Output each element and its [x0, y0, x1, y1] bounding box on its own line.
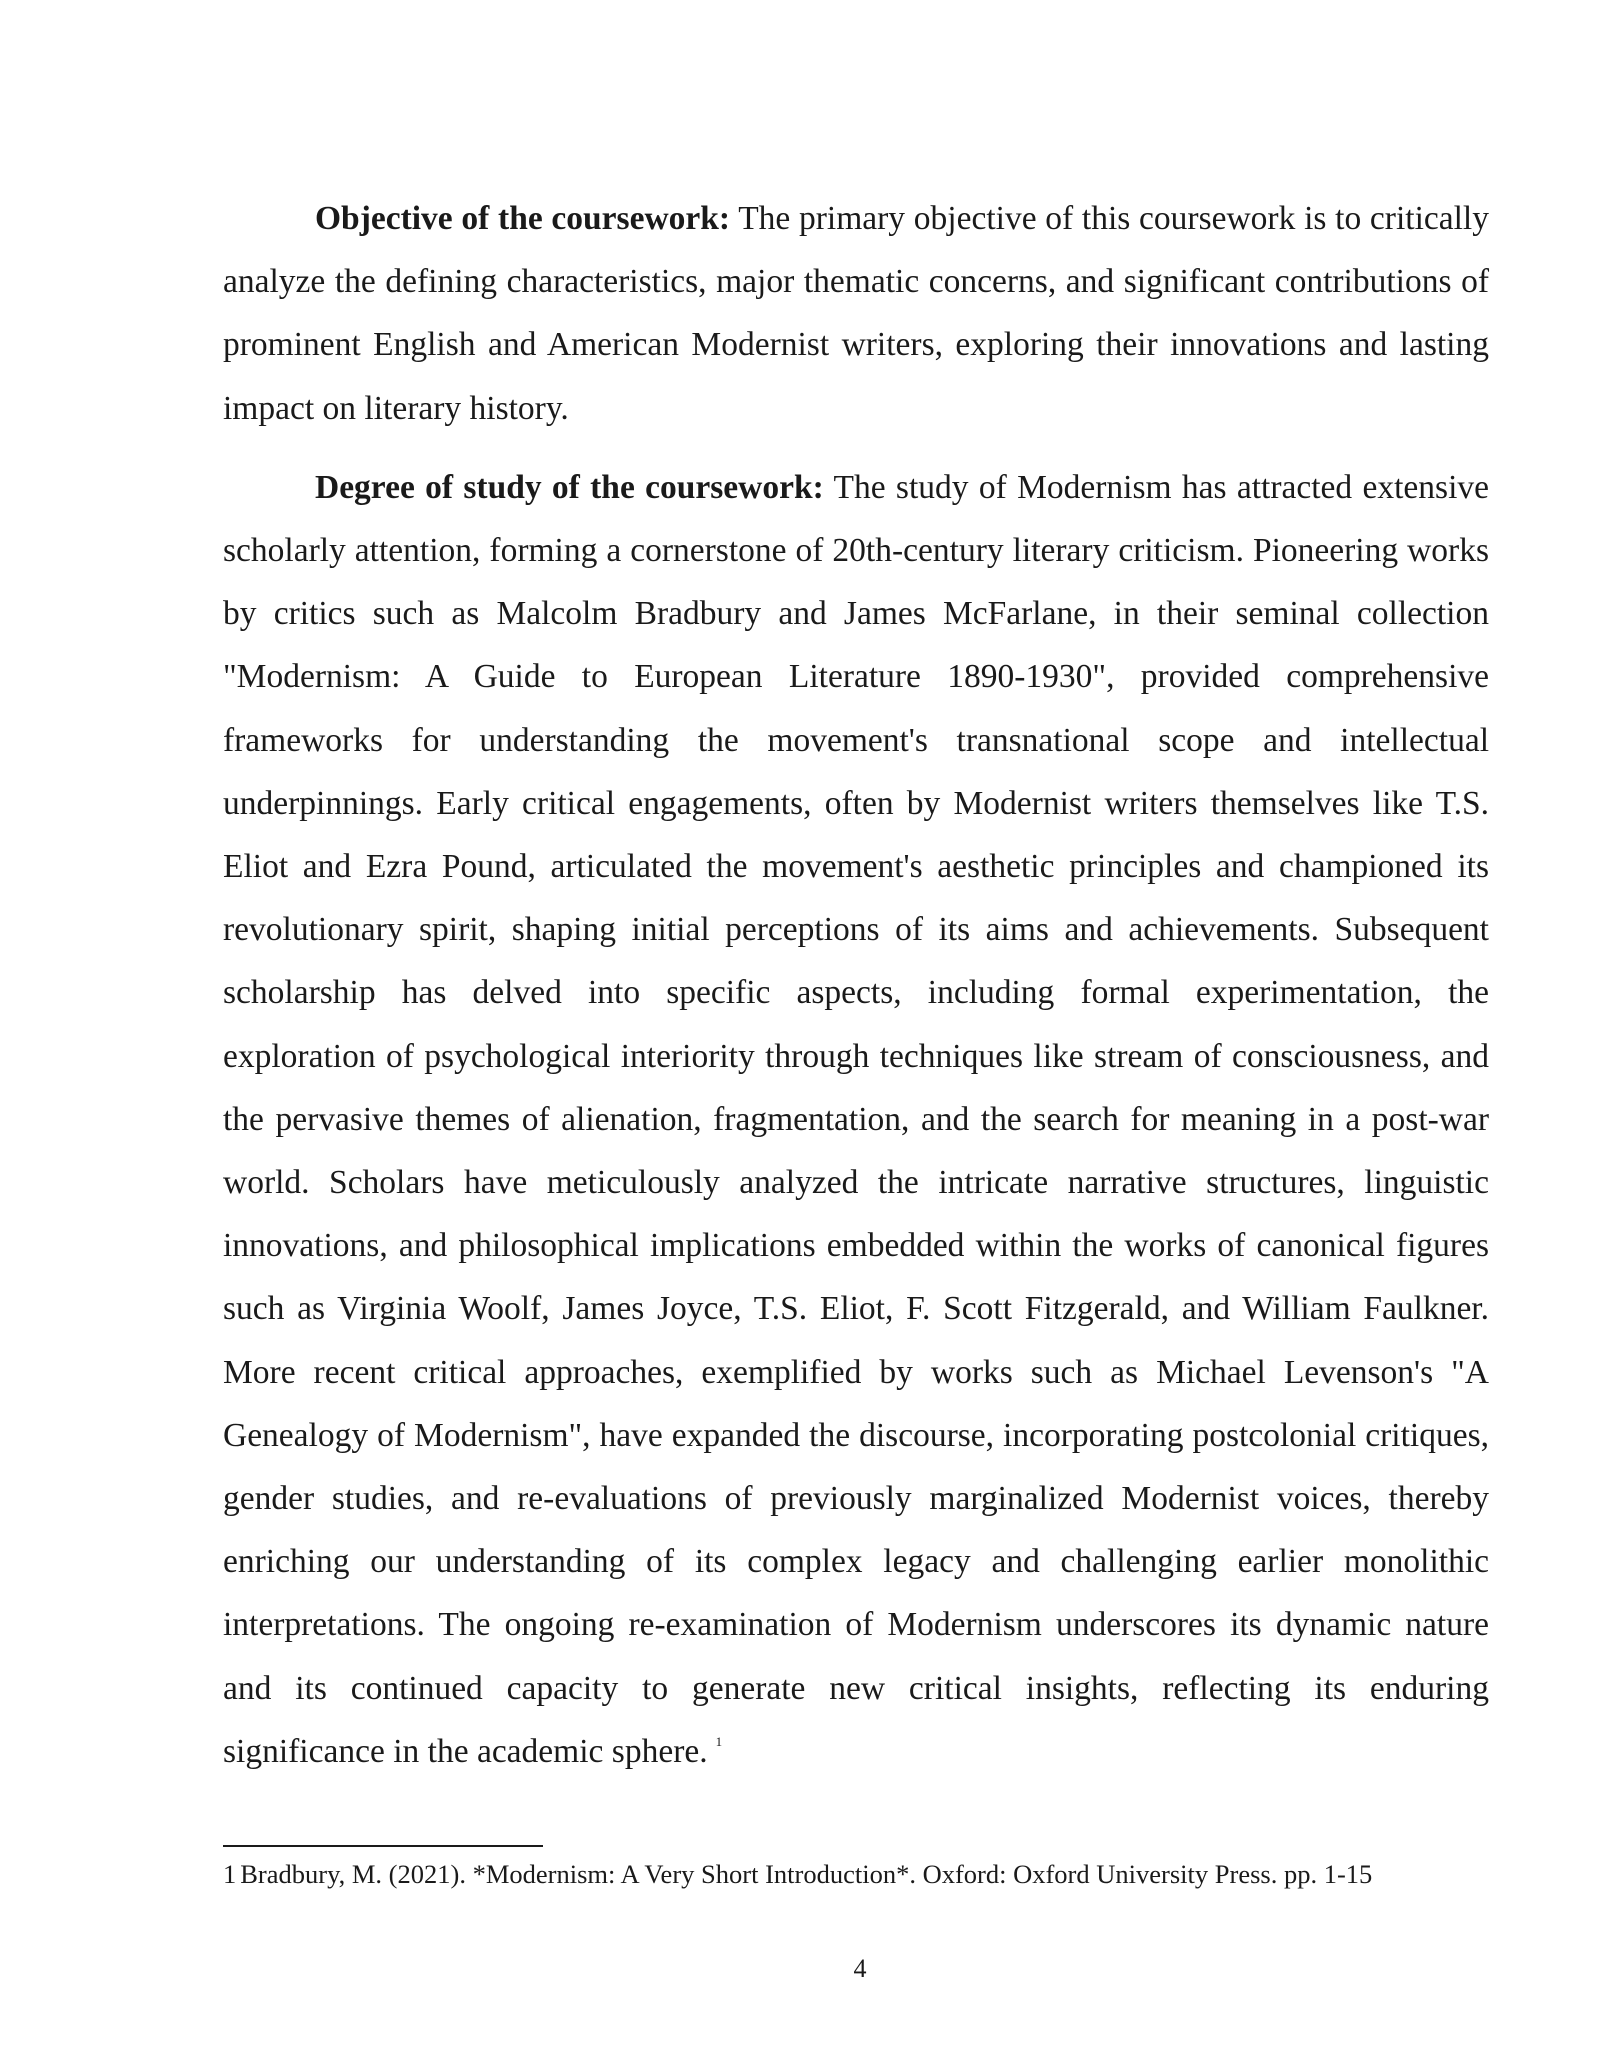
degree-of-study-paragraph	[223, 456, 1489, 1783]
degree-of-study-text: The study of Modernism has attracted extensive scholarly attention, forming a cornerstone of 20th-century literary criticism. Pioneering works by critics such as Malcolm Bradbury and James McFarlane, in their seminal collection "Modernism: A Guide to European Literature 1890-1930", provided comprehensive frameworks for understanding the movement's transnational scope and intellectual underpinnings. Early critical engagements, often by Modernist writers themselves like T.S. Eliot and Ezra Pound, articulated the movement's aesthetic principles and championed its revolutionary spirit, shaping initial perceptions of its aims and achievements. Subsequent scholarship has delved into specific aspects, including formal experimentation, the exploration of psychological interiority through techniques like stream of consciousness, and the pervasive themes of alienation, fragmentation, and the search for meaning in a post-war world. Scholars have meticulously analyzed the intricate narrative structures, linguistic innovations, and philosophical implications embedded within the works of canonical figures such as Virginia Woolf, James Joyce, T.S. Eliot, F. Scott Fitzgerald, and William Faulkner. More recent critical approaches, exemplified by works such as Michael Levenson's "A Genealogy of Modernism", have expanded the discourse, incorporating postcolonial critiques, gender studies, and re-evaluations of previously marginalized Modernist voices, thereby enriching our understanding of its complex legacy and challenging earlier monolithic interpretations. The ongoing re-examination of Modernism underscores its dynamic nature and its continued capacity to generate new critical insights, reflecting its enduring significance in the academic sphere.	[223, 468, 1489, 1770]
body-text	[223, 187, 1489, 1783]
objective-paragraph	[223, 187, 1489, 440]
footnote	[223, 1856, 1503, 1892]
objective-text: The primary objective of this coursework is to critically analyze the defining characteristics, major thematic concerns, and significant contributions of prominent English and American Modernist writers, exploring their innovations and lasting impact on literary history.	[223, 200, 1489, 427]
footnote-reference[interactable]: 1	[715, 1733, 723, 1749]
degree-of-study-heading: Degree of study of the coursework:	[315, 468, 824, 506]
footnote-separator	[223, 1845, 543, 1847]
footnote-text: Bradbury, M. (2021). *Modernism: A Very Short Introduction*. Oxford: Oxford University Press. pp. 1-15	[240, 1859, 1373, 1889]
footnote-number: 1	[223, 1859, 237, 1889]
objective-heading: Objective of the coursework:	[315, 200, 731, 237]
page-number: 4	[853, 1954, 867, 1983]
